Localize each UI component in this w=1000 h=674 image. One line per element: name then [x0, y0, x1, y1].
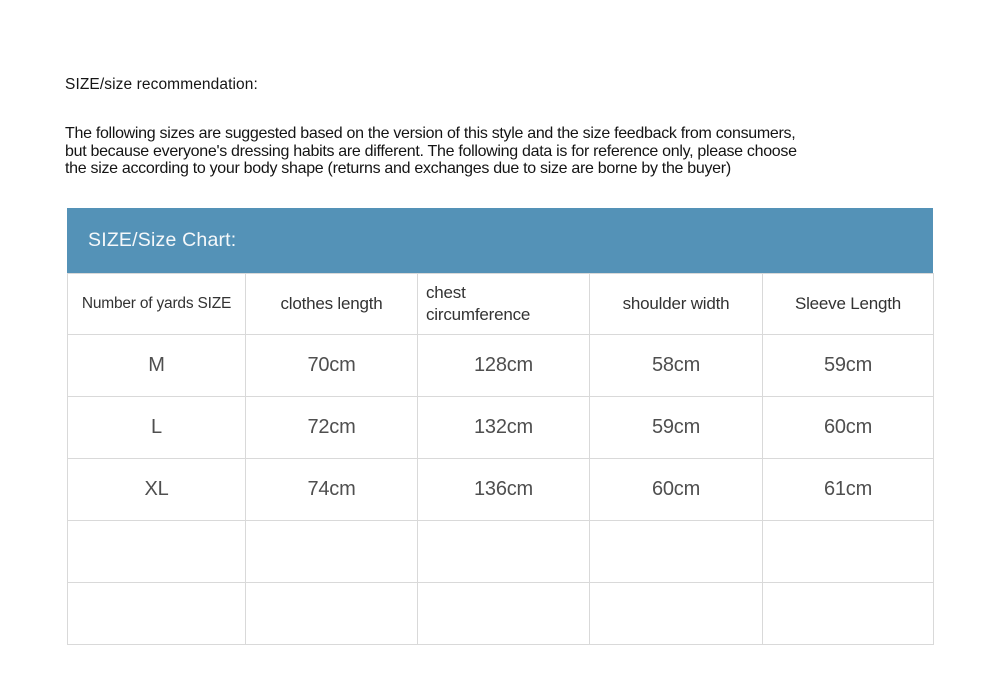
table-row-xl [68, 459, 934, 521]
column-header-chest-circumference: chest circumference [418, 274, 590, 335]
table-cell [590, 583, 763, 645]
table-row-empty-2 [68, 583, 934, 645]
table-row-empty-1 [68, 521, 934, 583]
column-header-clothes-length: clothes length [246, 274, 418, 335]
table-cell: 60cm [590, 459, 763, 521]
table-cell: 60cm [763, 397, 934, 459]
table-cell [68, 583, 246, 645]
table-cell: L [68, 397, 246, 459]
size-chart-banner [67, 208, 933, 273]
column-header-sleeve-length: Sleeve Length [763, 274, 934, 335]
table-cell: 72cm [246, 397, 418, 459]
table-cell: 59cm [763, 335, 934, 397]
table-cell: 59cm [590, 397, 763, 459]
table-cell [246, 521, 418, 583]
table-row-l [68, 397, 934, 459]
intro-line: but because everyone's dressing habits are different. The following data is for reference only, please choose [65, 142, 797, 160]
size-chart-table [67, 273, 934, 645]
table-cell: 58cm [590, 335, 763, 397]
intro-line: The following sizes are suggested based on the version of this style and the size feedback from consumers, [65, 125, 796, 142]
table-cell: 70cm [246, 335, 418, 397]
table-row-m [68, 335, 934, 397]
size-recommendation-heading: SIZE/size recommendation: [65, 76, 258, 93]
table-header-row [68, 274, 934, 335]
table-cell: XL [68, 459, 246, 521]
size-recommendation-text [65, 125, 937, 178]
table-cell [246, 583, 418, 645]
column-header-shoulder-width: shoulder width [590, 274, 763, 335]
intro-line: the size according to your body shape (returns and exchanges due to size are borne by the buyer) [65, 160, 731, 177]
table-cell [418, 521, 590, 583]
column-header-size: Number of yards SIZE [68, 274, 246, 335]
table-cell [68, 521, 246, 583]
table-cell: 61cm [763, 459, 934, 521]
table-cell: 74cm [246, 459, 418, 521]
table-cell: 136cm [418, 459, 590, 521]
table-cell: 132cm [418, 397, 590, 459]
table-cell [763, 521, 934, 583]
table-cell: M [68, 335, 246, 397]
table-cell [763, 583, 934, 645]
table-cell: 128cm [418, 335, 590, 397]
table-cell [590, 521, 763, 583]
size-chart-title: SIZE/Size Chart: [88, 229, 237, 251]
table-cell [418, 583, 590, 645]
